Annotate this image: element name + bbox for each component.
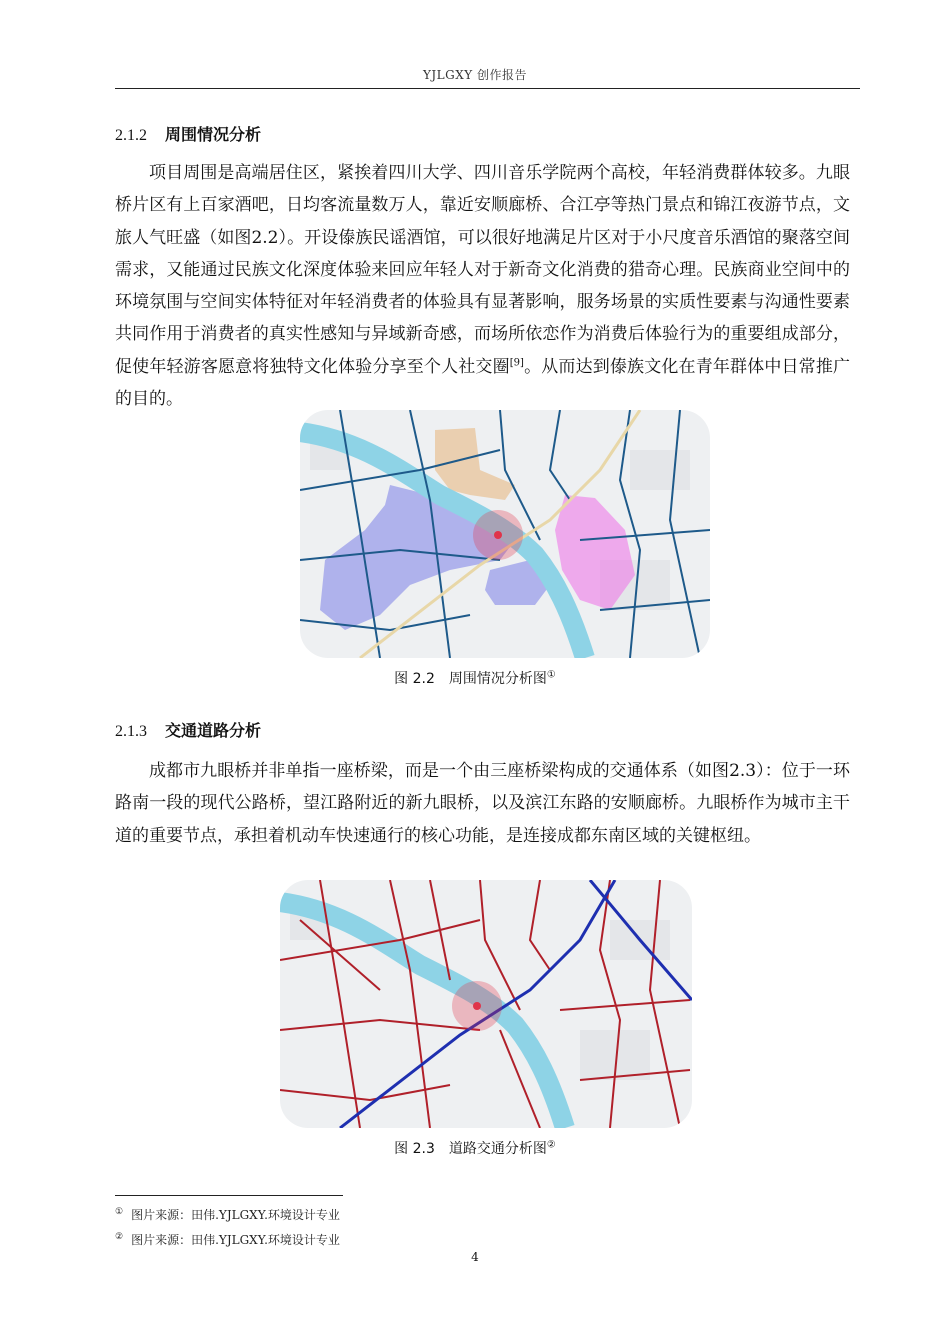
citation-ref: [9]	[509, 357, 524, 369]
figure-surroundings-map	[300, 410, 710, 658]
footnote-mark: ②	[546, 1139, 556, 1151]
caption-text: 图 2.2 周围情况分析图	[394, 671, 547, 687]
footnote-1	[115, 1206, 340, 1223]
footnote-mark: ①	[546, 669, 556, 681]
footnote-rule	[115, 1195, 343, 1196]
map-image	[280, 880, 692, 1128]
footnote-text: 图片来源：田伟.YJLGXY.环境设计专业	[131, 1208, 340, 1222]
paragraph-tail: 。从而达到傣族文化在青年群体中日常推广的目的。	[115, 356, 851, 410]
paragraph-surroundings	[115, 157, 850, 415]
page-number: 4	[471, 1250, 479, 1264]
section-title: 周围情况分析	[165, 125, 262, 144]
paragraph-text: 项目周围是高端居住区，紧挨着四川大学、四川音乐学院两个高校，年轻消费群体较多。九眼桥片区有上百家酒吧，日均客流量数万人，靠近安顺廊桥、合江亭等热门景点和锦江夜游节点，文旅人气旺盛（如图2.2）。开设傣族民谣酒馆，可以很好地满足片区对于小尺度音乐酒馆的聚落空间需求，又能通过民族文化深度体验来回应年轻人对于新奇文化消费的猎奇心理。民族商业空间中的环境氛围与空间实体特征对年轻消费者的体验具有显著影响，服务场景的实质性要素与沟通性要素共同作用于消费者的真实性感知与异域新奇感，而场所依恋作为消费后体验行为的重要组成部分，促使年轻游客愿意将独特文化体验分享至个人社交圈	[115, 163, 850, 377]
section-number: 2.1.2	[115, 127, 147, 144]
section-number: 2.1.3	[115, 723, 147, 740]
figure-caption-2-3	[0, 1138, 950, 1158]
footnote-mark: ①	[115, 1207, 124, 1217]
caption-text: 图 2.3 道路交通分析图	[394, 1141, 547, 1157]
paragraph-text: 成都市九眼桥并非单指一座桥梁，而是一个由三座桥梁构成的交通体系（如图2.3）：位于一环路南一段的现代公路桥，望江路附近的新九眼桥，以及滨江东路的安顺廊桥。九眼桥作为城市主干道的重要节点，承担着机动车快速通行的核心功能，是连接成都东南区域的关键枢纽。	[115, 761, 850, 846]
figure-traffic-map	[280, 880, 692, 1128]
page-header: YJLGXY 创作报告	[422, 68, 528, 82]
footnote-mark: ②	[115, 1232, 124, 1242]
header-rule	[115, 88, 860, 89]
figure-caption-2-2	[0, 668, 950, 688]
section-title: 交通道路分析	[165, 721, 262, 740]
footnote-text: 图片来源：田伟.YJLGXY.环境设计专业	[131, 1233, 340, 1247]
section-heading-2-1-2	[115, 122, 261, 145]
map-image	[300, 410, 710, 658]
footnote-2	[115, 1231, 340, 1248]
paragraph-traffic	[115, 755, 850, 852]
section-heading-2-1-3	[115, 718, 261, 741]
